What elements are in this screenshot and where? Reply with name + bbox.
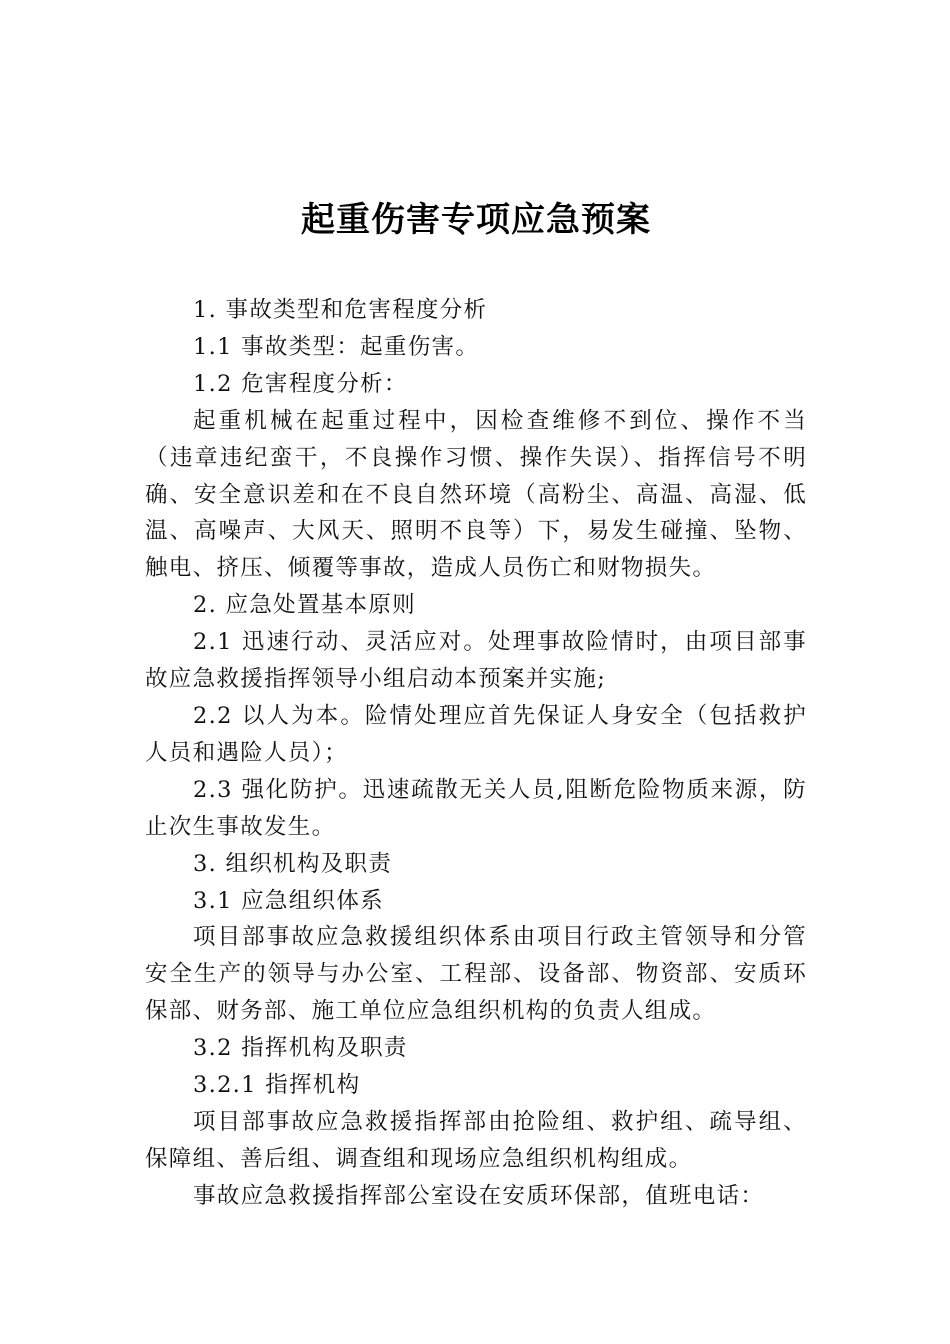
- document-body: [145, 292, 807, 1215]
- paragraph-command: 项目部事故应急救援指挥部由抢险组、救护组、疏导组、保障组、善后组、调查组和现场应急组织机构组成。: [145, 1108, 807, 1172]
- paragraph-2-3: 2.3 强化防护。迅速疏散无关人员,阻断危险物质来源，防止次生事故发生。: [145, 776, 807, 840]
- heading-1-2: 1.2 危害程度分析：: [193, 370, 408, 397]
- heading-3: 3. 组织机构及职责: [193, 850, 393, 877]
- heading-2: 2. 应急处置基本原则: [193, 592, 416, 619]
- heading-3-2-1: 3.2.1 指挥机构: [193, 1072, 361, 1099]
- paragraph-2-1: 2.1 迅速行动、灵活应对。处理事故险情时，由项目部事故应急救援指挥领导小组启动本预案并实施;: [145, 629, 807, 693]
- document-title: 起重伤害专项应急预案: [301, 200, 651, 240]
- heading-3-1: 3.1 应急组织体系: [193, 887, 384, 914]
- paragraph-office: 事故应急救援指挥部公室设在安质环保部，值班电话：: [193, 1182, 765, 1209]
- paragraph-hazard-analysis: 起重机械在起重过程中，因检查维修不到位、操作不当（违章违纪蛮干，不良操作习惯、操作失误）、指挥信号不明确、安全意识差和在不良自然环境（高粉尘、高温、高湿、低温、高噪声、大风天、照明不良等）下，易发生碰撞、坠物、触电、挤压、倾覆等事故，造成人员伤亡和财物损失。: [145, 407, 807, 582]
- heading-1: 1. 事故类型和危害程度分析: [193, 297, 488, 323]
- heading-1-1: 1.1 事故类型：起重伤害。: [193, 333, 480, 360]
- heading-3-2: 3.2 指挥机构及职责: [193, 1035, 408, 1062]
- paragraph-organization: 项目部事故应急救援组织体系由项目行政主管领导和分管安全生产的领导与办公室、工程部、设备部、物资部、安质环保部、财务部、施工单位应急组织机构的负责人组成。: [145, 924, 807, 1025]
- paragraph-2-2: 2.2 以人为本。险情处理应首先保证人身安全（包括救护人员和遇险人员）；: [145, 702, 807, 766]
